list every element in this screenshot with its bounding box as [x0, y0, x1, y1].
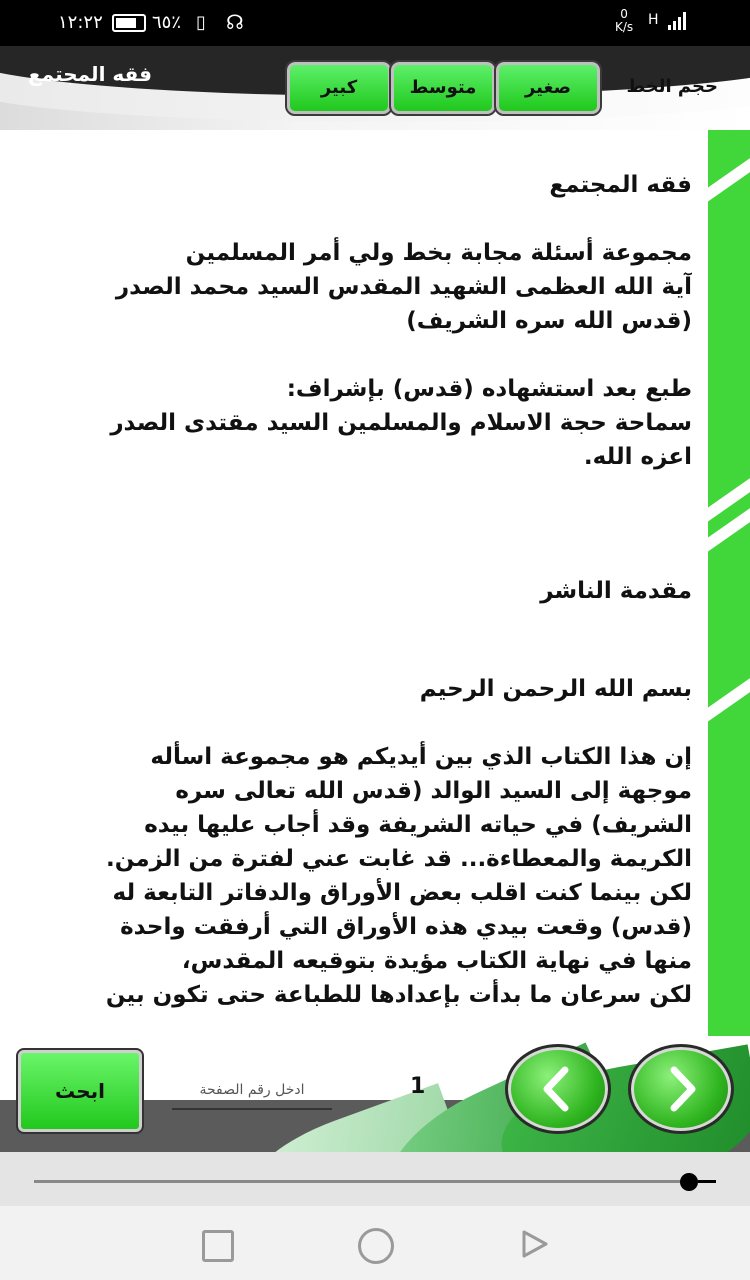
slider-thumb[interactable] [680, 1173, 698, 1191]
home-icon[interactable] [358, 1228, 394, 1264]
signal-icon [668, 12, 688, 30]
chevron-left-icon [533, 1064, 583, 1114]
recent-apps-icon[interactable] [202, 1230, 234, 1262]
network-speed-value: 0 [620, 7, 628, 21]
network-type: H [648, 12, 659, 28]
text-line: مجموعة أسئلة مجابة بخط ولي أمر المسلمين [185, 240, 692, 266]
text-line: طبع بعد استشهاده (قدس) بإشراف: [286, 376, 692, 402]
back-icon[interactable] [518, 1228, 550, 1260]
app-header [0, 46, 750, 130]
font-large-button[interactable]: كبير [287, 62, 391, 114]
text-line: (قدس) وقعت بيدي هذه الأوراق التي أرفقت واحدة [120, 914, 692, 940]
book-text[interactable] [60, 168, 692, 1034]
slider-track[interactable] [34, 1180, 716, 1183]
status-time: ١٢:٢٢ [58, 12, 103, 33]
text-line: لكن سرعان ما بدأت بإعدادها للطباعة حتى تكون بين [105, 982, 692, 1008]
basmala: بسم الله الرحمن الرحيم [419, 676, 692, 702]
battery-percent: ٦٥٪ [152, 12, 182, 33]
slider-progress [698, 1180, 716, 1183]
network-speed-unit: K/s [615, 20, 634, 34]
network-speed [615, 8, 633, 34]
chevron-right-icon [656, 1064, 706, 1114]
previous-page-button[interactable] [505, 1044, 611, 1134]
section-title: مقدمة الناشر [540, 578, 692, 604]
current-page-number: 1 [410, 1074, 426, 1099]
page-number-input[interactable] [172, 1072, 332, 1110]
battery-icon [112, 14, 146, 32]
font-medium-button[interactable]: متوسط [391, 62, 495, 114]
status-bar [0, 0, 750, 46]
text-line: آية الله العظمى الشهيد المقدس السيد محمد الصدر [115, 274, 692, 300]
headphones-icon: ☊ [226, 10, 244, 34]
next-page-button[interactable] [628, 1044, 734, 1134]
text-line: الكريمة والمعطاءة... قد غابت عني لفترة من الزمن. [105, 846, 692, 872]
text-line: الشريف) في حياته الشريفة وقد أجاب عليها بيده [144, 812, 692, 838]
page-slider[interactable] [0, 1152, 750, 1206]
text-line: اعزه الله. [583, 444, 692, 470]
text-line: منها في نهاية الكتاب مؤيدة بتوقيعه المقدس، [181, 948, 692, 974]
text-line: لكن بينما كنت اقلب بعض الأوراق والدفاتر التابعة له [112, 880, 692, 906]
text-heading: فقه المجتمع [549, 172, 692, 198]
system-nav-bar [0, 1206, 750, 1280]
font-size-label: حجم الخط [626, 76, 718, 97]
text-line: سماحة حجة الاسلام والمسلمين السيد مقتدى الصدر [110, 410, 692, 436]
page-title: فقه المجتمع [28, 62, 153, 86]
font-small-button[interactable]: صغير [496, 62, 600, 114]
text-line: موجهة إلى السيد الوالد (قدس الله تعالى سره [175, 778, 692, 804]
search-button[interactable]: ابحث [18, 1050, 142, 1132]
text-line: (قدس الله سره الشريف) [406, 308, 692, 334]
vibrate-icon: ▯ [196, 12, 206, 33]
text-line: إن هذا الكتاب الذي بين أيديكم هو مجموعة اسأله [150, 744, 692, 770]
decorative-strip [708, 130, 750, 1036]
